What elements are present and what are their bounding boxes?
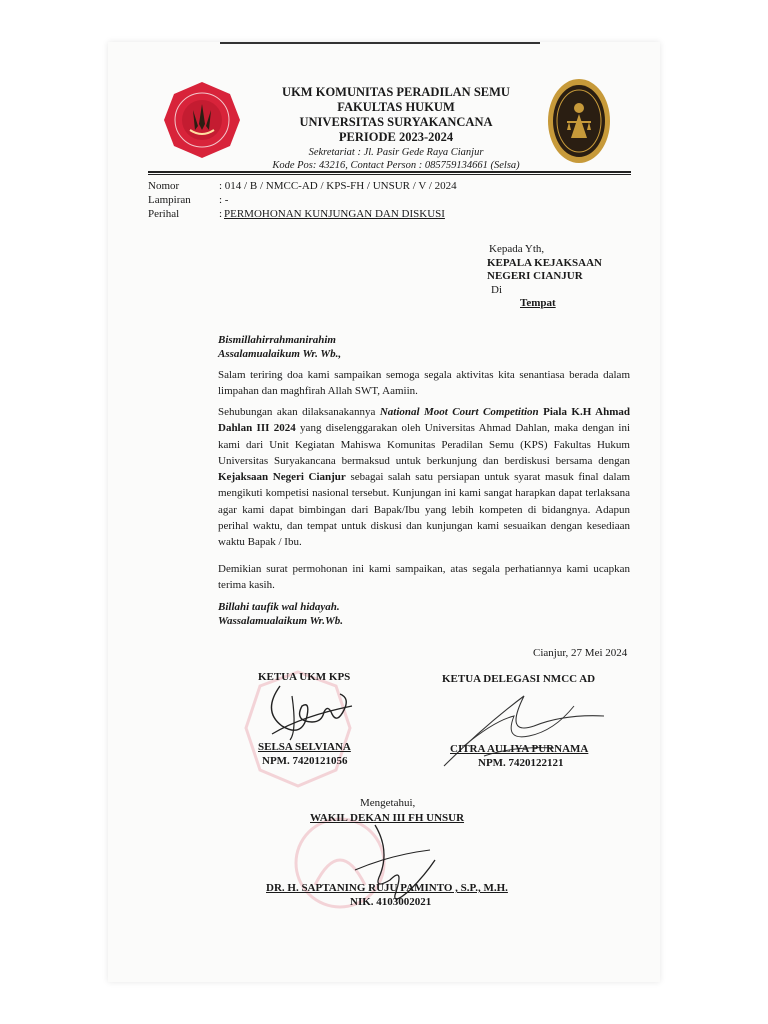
nomor-label: Nomor bbox=[148, 180, 180, 192]
closing-billahi: Billahi taufik wal hidayah. bbox=[218, 601, 340, 613]
header-rule bbox=[148, 171, 631, 173]
paragraph-2 bbox=[218, 404, 630, 551]
p2-trophy: Piala K.H Ahmad Dahlan III 2024 bbox=[218, 406, 630, 435]
dean-nik: NIK. 4103002021 bbox=[350, 896, 432, 908]
dean-name: DR. H. SAPTANING RUJU PAMINTO , S.P., M.H. bbox=[266, 882, 508, 894]
p2-text-a: Sehubungan akan dilaksanakannya bbox=[218, 406, 380, 418]
lampiran-value: : - bbox=[219, 194, 229, 206]
faculty-seal-icon bbox=[547, 78, 611, 164]
period: PERIODE 2023-2024 bbox=[338, 130, 454, 144]
signature-left-icon bbox=[262, 676, 362, 746]
secretariat-address: Sekretariat : Jl. Pasir Gede Raya Cianjur bbox=[308, 147, 484, 158]
university-logo-icon bbox=[162, 80, 242, 160]
contact-info: Kode Pos: 43216, Contact Person : 085759134661 (Selsa) bbox=[272, 160, 520, 171]
left-signatory-title: KETUA UKM KPS bbox=[258, 671, 351, 683]
closing-wassalam: Wassalamualaikum Wr.Wb. bbox=[218, 615, 344, 627]
org-name: UKM KOMUNITAS PERADILAN SEMU bbox=[282, 85, 510, 99]
paragraph-3: Demikian surat permohonan ini kami sampaikan, atas segala perhatiannya kami ucapkan terima kasih. bbox=[218, 563, 630, 592]
tempat: Tempat bbox=[520, 297, 556, 309]
left-signatory-name: SELSA SELVIANA bbox=[258, 741, 351, 753]
perihal-value: PERMOHONAN KUNJUNGAN DAN DISKUSI bbox=[224, 208, 445, 220]
kepada: Kepada Yth, bbox=[489, 243, 545, 255]
top-edge-line bbox=[220, 42, 540, 44]
perihal-colon: : bbox=[219, 208, 223, 220]
p2-event-name: National Moot Court Competition bbox=[379, 406, 539, 418]
letter-date: Cianjur, 27 Mei 2024 bbox=[533, 647, 628, 659]
recipient-line1: KEPALA KEJAKSAAN bbox=[487, 257, 603, 269]
university-name: UNIVERSITAS SURYAKANCANA bbox=[299, 115, 493, 129]
perihal-label: Perihal bbox=[148, 208, 180, 220]
right-signatory-npm: NPM. 7420122121 bbox=[478, 757, 564, 769]
p2-kejaksaan: Kejaksaan Negeri Cianjur bbox=[218, 471, 346, 484]
p2-text-f: sebagai salah satu persiapan untuk syarat masuk final dalam mengikuti kompetisi nasional tersebut. Kunjungan ini kami sangat harapkan dapat terlaksana agar kami dapat bimbingan dari Bapak/Ibu yang lebih kompeten di bidangnya. Adapun perihal waktu, dan tempat untuk diskusi dan kunjungan kami sesuaikan dengan kesediaan waktu Bapak / Ibu. bbox=[218, 471, 631, 549]
left-signatory-npm: NPM. 7420121056 bbox=[262, 755, 348, 767]
dean-title: WAKIL DEKAN III FH UNSUR bbox=[310, 812, 465, 824]
recipient-line2: NEGERI CIANJUR bbox=[487, 270, 583, 282]
lampiran-label: Lampiran bbox=[148, 194, 191, 206]
paragraph-1: Salam teriring doa kami sampaikan semoga segala aktivitas kita senantiasa berada dalam limpahan dan maghfirah Allah SWT, Aamiin. bbox=[218, 369, 630, 398]
opening-bismillah: Bismillahirrahmanirahim bbox=[218, 334, 336, 346]
header-rule-thin bbox=[148, 174, 631, 175]
nomor-value: : 014 / B / NMCC-AD / KPS-FH / UNSUR / V / 2024 bbox=[219, 180, 457, 192]
right-signatory-name: CITRA AULIYA PURNAMA bbox=[450, 743, 589, 755]
mengetahui: Mengetahui, bbox=[360, 797, 416, 809]
di: Di bbox=[491, 284, 502, 296]
p2-text-d: yang diselenggarakan oleh Universitas Ahmad Dahlan, maka dengan ini kami dari Unit Kegiatan Mahiswa Komunitas Peradilan Semu (KPS) Fakultas Hukum Universitas Suryakancana bermaksud untuk berkunjung dan berdiskusi bersama dengan bbox=[218, 422, 631, 467]
opening-salam: Assalamualaikum Wr. Wb., bbox=[218, 348, 342, 360]
faculty-name: FAKULTAS HUKUM bbox=[337, 100, 455, 114]
right-signatory-title: KETUA DELEGASI NMCC AD bbox=[442, 673, 596, 685]
